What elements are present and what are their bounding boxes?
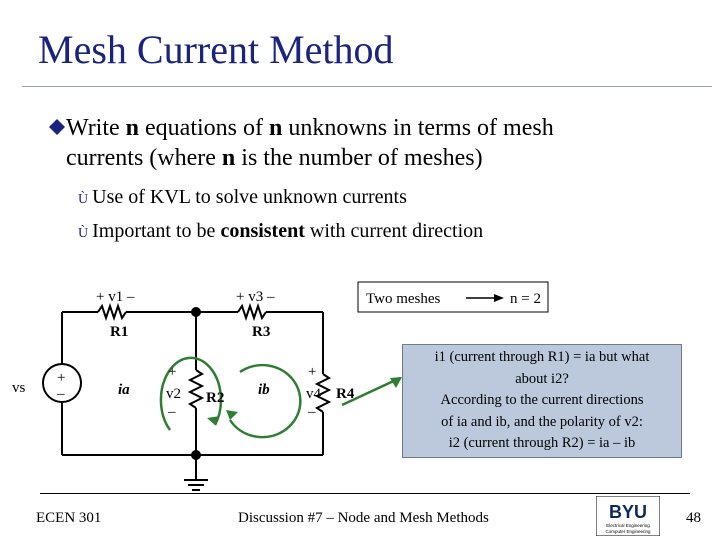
bullet-bold-n: n [269, 115, 283, 141]
callout-line: about i2? [515, 370, 569, 387]
byu-logo [596, 496, 660, 536]
r1-label: R1 [110, 324, 129, 340]
v2-plus: + [168, 364, 177, 380]
callout-line: of ia and ib, and the polarity of v2: [441, 413, 643, 430]
ib-label: ib [258, 382, 270, 398]
course-code: ECEN 301 [36, 510, 102, 526]
sub-bullet-bold: consistent [220, 220, 305, 242]
discussion-title: Discussion #7 – Node and Mesh Methods [238, 510, 489, 526]
v3-label: + v3 – [236, 289, 275, 305]
v1-label: + v1 – [96, 289, 135, 305]
r2-label: R2 [206, 390, 225, 406]
v2-label: v2 [166, 386, 181, 402]
page-number: 48 [686, 510, 701, 526]
meshes-text: Two meshes [366, 291, 441, 307]
source-plus: + [57, 370, 66, 386]
v4-plus: + [308, 364, 317, 380]
callout-line: i1 (current through R1) = ia but what [434, 349, 650, 365]
caret-bullet-icon: Ù [78, 192, 89, 207]
bullet-text: equations of [139, 115, 270, 141]
logo-sub2: Computer Engineering [605, 529, 651, 534]
node-top [191, 307, 201, 317]
vs-label: vs [12, 380, 26, 396]
page-title: Mesh Current Method [38, 27, 394, 72]
caret-bullet-icon: Ù [78, 226, 89, 241]
bullet-text: is the number of meshes) [235, 145, 483, 171]
bullet-text: Write [66, 115, 126, 141]
r3-label: R3 [252, 324, 271, 340]
callout-line: i2 (current through R2) = ia – ib [448, 435, 636, 452]
r4-label: R4 [336, 386, 355, 402]
source-minus: – [57, 386, 65, 402]
bullet-bold-n: n [125, 115, 140, 141]
bullet-bold-n: n [221, 145, 236, 171]
mesh-b-arrow [230, 365, 300, 437]
bullet-text: unknowns in terms of mesh [282, 115, 554, 141]
v4-label: v4 [306, 386, 321, 402]
node-bottom [191, 450, 201, 460]
explanation-callout [402, 344, 682, 458]
meshes-result: n = 2 [510, 291, 541, 307]
callout-line: According to the current directions [440, 392, 644, 409]
sub-bullet-text: Use of KVL to solve unknown currents [92, 186, 407, 208]
bullet-text: currents (where [66, 145, 222, 171]
logo-sub1: Electrical Engineering [606, 523, 650, 528]
meshes-arrowhead-icon [494, 294, 504, 302]
sub-bullet-text: with current direction [304, 220, 484, 242]
logo-text: BYU [608, 502, 648, 522]
mesh-b-arrowhead-icon [226, 410, 238, 420]
v2-minus: – [168, 404, 176, 420]
ia-label: ia [118, 382, 130, 398]
sub-bullet-text: Important to be [92, 220, 221, 242]
footer-divider [40, 493, 690, 494]
v4-minus: – [308, 404, 316, 420]
